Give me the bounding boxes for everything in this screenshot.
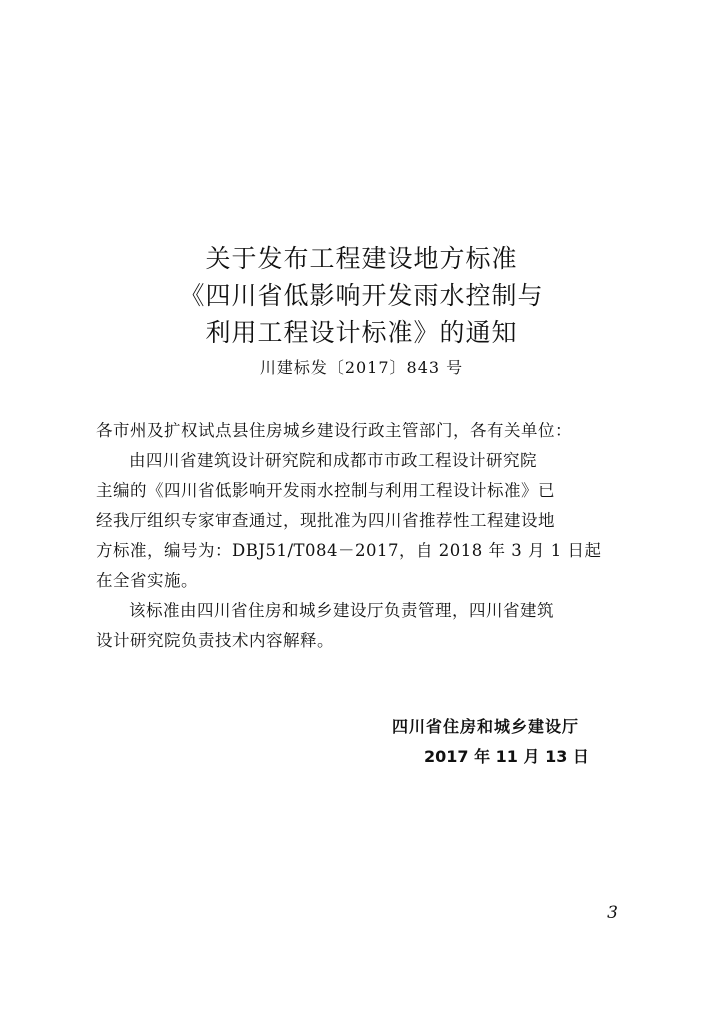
issue-date: 2017 年 11 月 13 日 bbox=[424, 747, 589, 766]
notice-title-line-3: 利用工程设计标准》的通知 bbox=[205, 318, 518, 347]
paragraph-1-line-5: 在全省实施。 bbox=[96, 571, 198, 590]
paragraph-1-line-1: 由四川省建筑设计研究院和成都市市政工程设计研究院 bbox=[129, 451, 537, 470]
signature-block bbox=[392, 712, 642, 772]
page-number: 3 bbox=[607, 903, 618, 923]
paragraph-1-line-4: 方标准，编号为：DBJ51/T084－2017，自 2018 年 3 月 1 日起 bbox=[96, 541, 602, 560]
paragraph-2-line-1: 该标准由四川省住房和城乡建设厅负责管理，四川省建筑 bbox=[129, 601, 554, 620]
notice-title-line-1: 关于发布工程建设地方标准 bbox=[205, 244, 518, 273]
document-number: 川建标发〔2017〕843 号 bbox=[259, 358, 464, 377]
paragraph-1-line-3: 经我厅组织专家审查通过，现批准为四川省推荐性工程建设地 bbox=[96, 511, 555, 530]
paragraph-1-line-2: 主编的《四川省低影响开发雨水控制与利用工程设计标准》已 bbox=[96, 481, 555, 500]
paragraph-2-line-2: 设计研究院负责技术内容解释。 bbox=[96, 631, 334, 650]
notice-title-line-2: 《四川省低影响开发雨水控制与 bbox=[179, 281, 544, 310]
notice-title-block bbox=[0, 240, 723, 378]
issuing-organization: 四川省住房和城乡建设厅 bbox=[392, 717, 580, 736]
salutation: 各市州及扩权试点县住房城乡建设行政主管部门，各有关单位： bbox=[96, 421, 572, 440]
notice-body bbox=[96, 416, 636, 656]
